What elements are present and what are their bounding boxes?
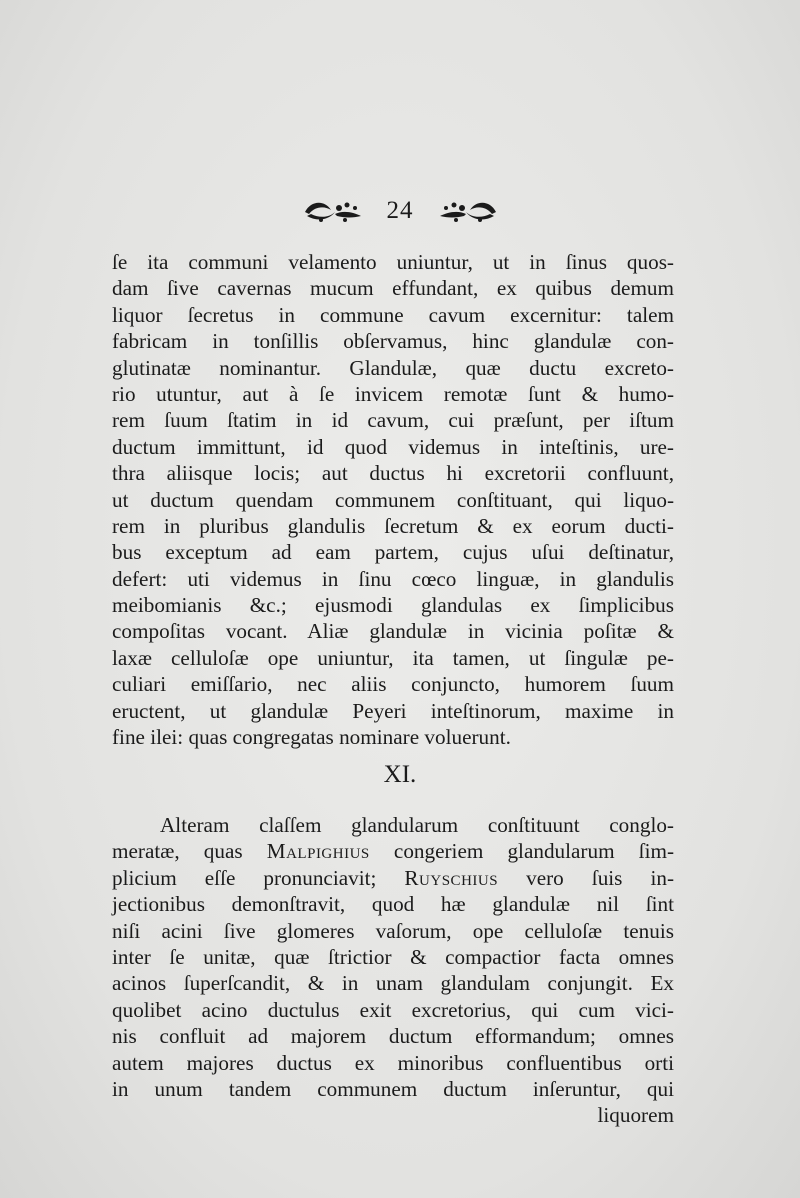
author-name-ruyschius: Ruyschius (404, 865, 499, 890)
text-fragment: congeriem glandularum ſim- (369, 839, 674, 864)
text-line: fine ilei: quas congregatas nominare voluerunt. (112, 725, 511, 750)
text-line: inter ſe unitæ, quæ ſtrictior & compactior facta omnes (112, 944, 674, 969)
text-line: niſi acini ſive glomeres vaſorum, ope celluloſæ tenuis (112, 918, 674, 943)
text-line (112, 838, 674, 864)
text-line: compoſitas vocant. Aliæ glandulæ in vicinia poſitæ & (112, 619, 674, 644)
author-name-malpighius: Malpighius (266, 839, 370, 864)
text-line: rem in pluribus glandulis ſecretum & ex eorum ducti- (112, 513, 674, 538)
text-line: ut ductum quendam communem conſtituant, qui liquo- (112, 487, 674, 512)
page-number: 24 (386, 197, 414, 224)
text-line: Alteram claſſem glandularum conſtituunt conglo- (160, 813, 674, 837)
text-line: eructent, ut glandulæ Peyeri inteſtinorum, maxime in (112, 698, 674, 723)
text-line: defert: uti videmus in ſinu cœco linguæ, in glandulis (112, 566, 674, 591)
text-line: autem majores ductus ex minoribus confluentibus orti (112, 1050, 674, 1075)
left-fleuron-ornament (301, 196, 365, 226)
text-line: rem ſuum ſtatim in id cavum, cui præſunt, per iſtum (112, 408, 674, 433)
text-line: acinos ſuperſcandit, & in unam glandulam conjungit. Ex (112, 971, 674, 996)
text-fragment: plicium eſſe pronunciavit; (112, 865, 405, 890)
text-line: liquor ſecretus in commune cavum excernitur: talem (112, 302, 674, 327)
catchword: liquorem (597, 1103, 674, 1128)
right-fleuron-ornament (436, 196, 500, 226)
text-line: quolibet acino ductulus exit excretorius, qui cum vici- (112, 997, 674, 1022)
text-line: ſe ita communi velamento uniuntur, ut in ſinus quos- (112, 250, 674, 274)
text-line: culiari emiſſario, nec aliis conjuncto, humorem ſuum (112, 672, 674, 697)
text-line: rio utuntur, aut à ſe invicem remotæ ſunt & humo- (112, 381, 674, 406)
text-line: in unum tandem communem ductum inſeruntur, qui (112, 1076, 674, 1101)
text-line: glutinatæ nominantur. Glandulæ, quæ ductu excreto- (112, 355, 674, 380)
text-line: jectionibus demonſtravit, quod hæ glandulæ nil ſint (112, 892, 674, 917)
text-line: dam ſive cavernas mucum effundant, ex quibus demum (112, 276, 674, 301)
page-header (0, 196, 800, 226)
paragraph-continued (112, 249, 674, 750)
text-line (112, 865, 674, 891)
text-fragment: vero ſuis in- (498, 865, 674, 890)
section-heading: XI. (383, 761, 417, 788)
text-line: thra aliisque locis; aut ductus hi excretorii confluunt, (112, 461, 674, 486)
text-line: meibomianis &c.; ejusmodi glandulas ex ſimplicibus (112, 593, 674, 618)
text-line: nis confluit ad majorem ductum efformandum; omnes (112, 1024, 674, 1049)
paragraph-section-xi (112, 812, 674, 1129)
text-fragment: meratæ, quas (112, 839, 267, 864)
text-line: bus exceptum ad eam partem, cujus uſui deſtinatur, (112, 540, 674, 565)
text-line: fabricam in tonſillis obſervamus, hinc glandulæ con- (112, 329, 674, 354)
text-line: ductum immittunt, id quod videmus in inteſtinis, ure- (112, 434, 674, 459)
text-line: laxæ celluloſæ ope uniuntur, ita tamen, ut ſingulæ pe- (112, 645, 674, 670)
